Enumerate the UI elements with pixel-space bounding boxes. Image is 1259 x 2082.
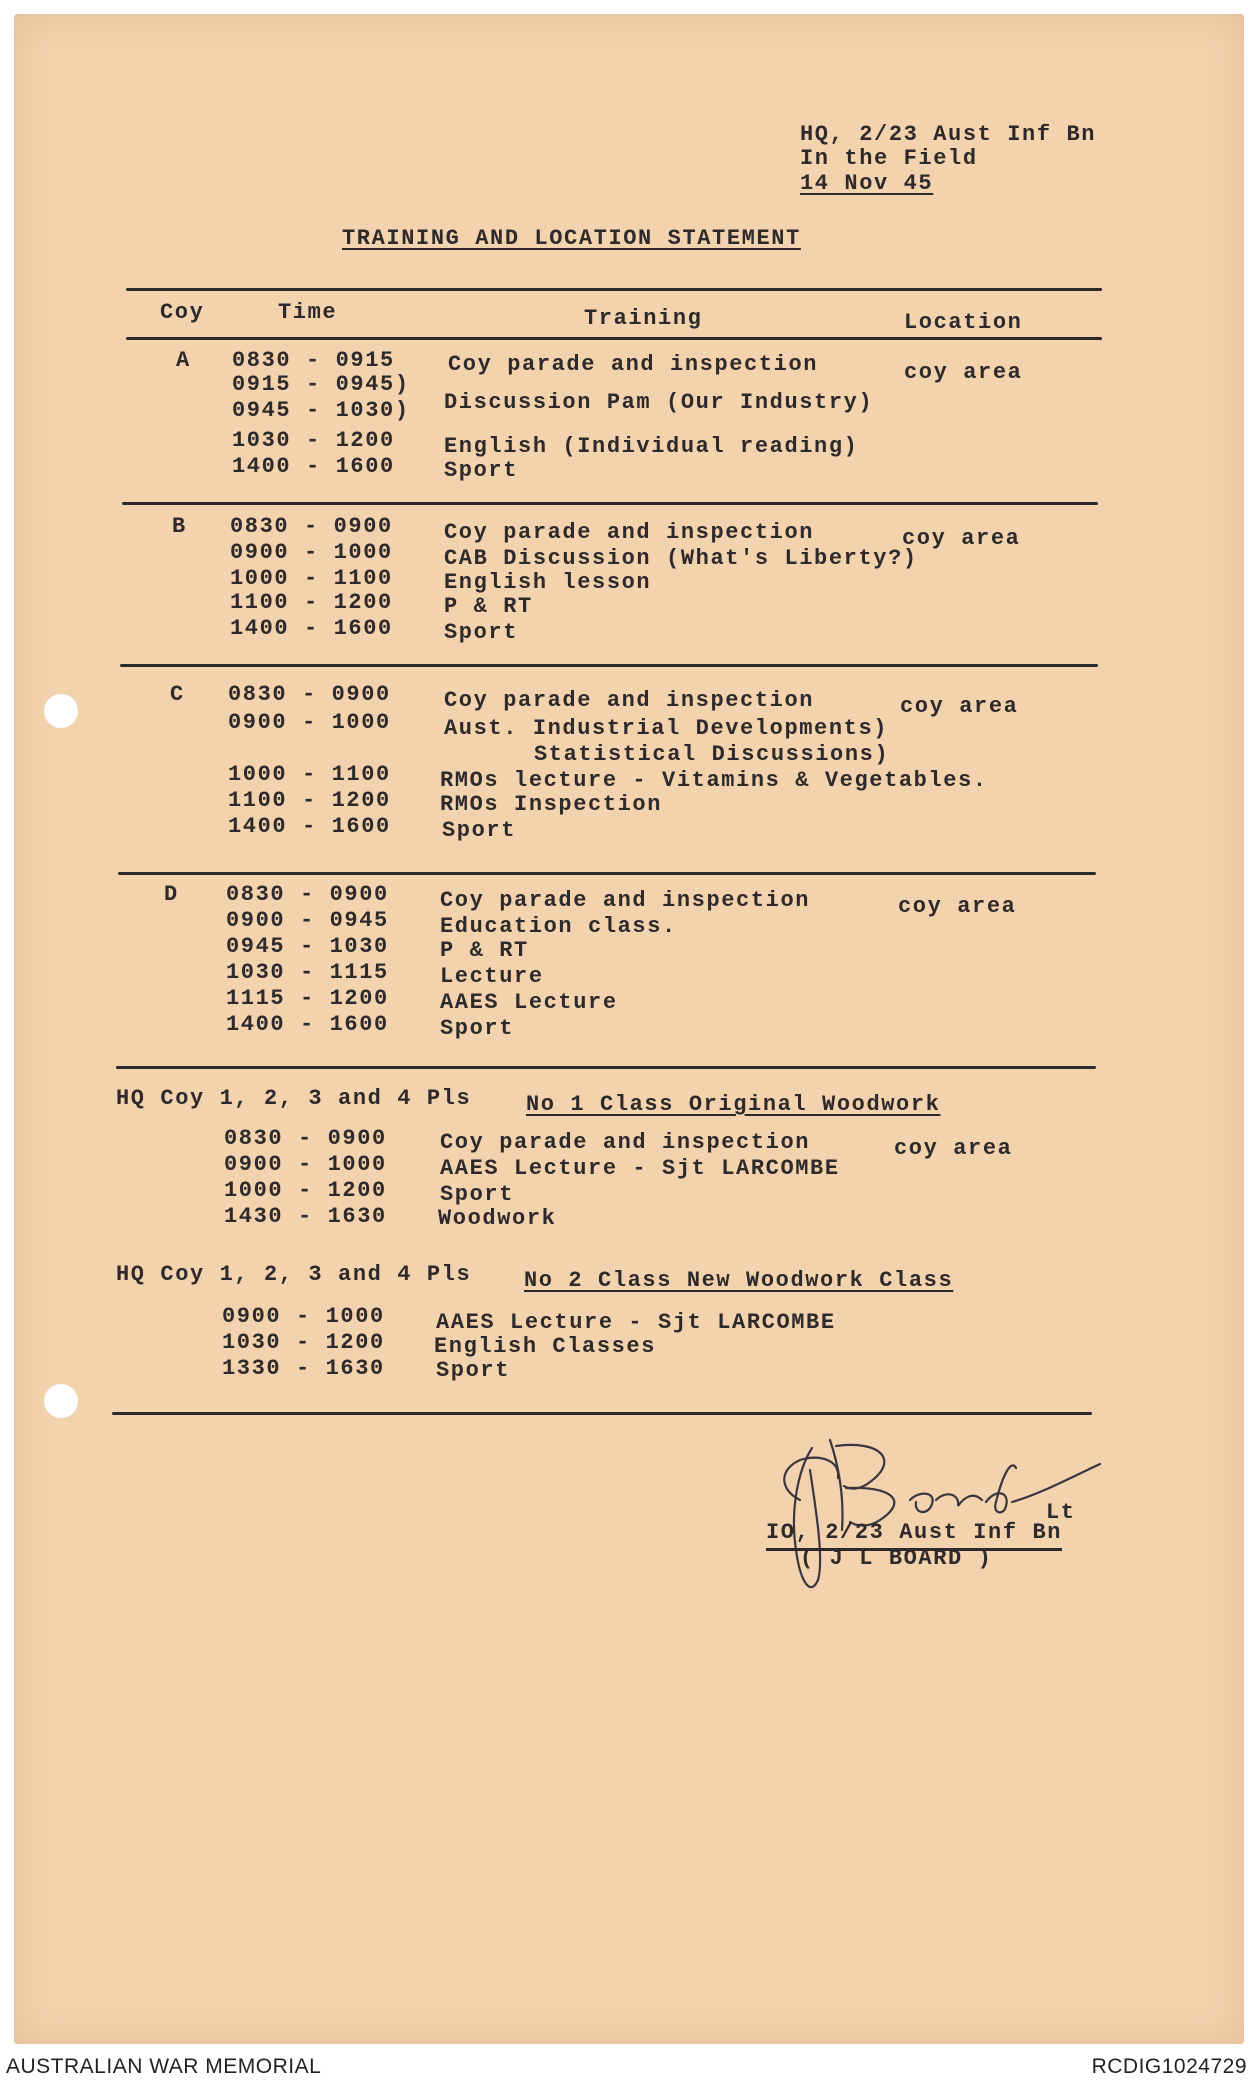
training-cell: English (Individual reading) (444, 434, 859, 459)
time-cell: 1330 - 1630 (222, 1356, 385, 1381)
time-cell: 1000 - 1200 (224, 1178, 387, 1203)
class-title: No 1 Class Original Woodwork (526, 1092, 941, 1117)
table-bottom-rule (112, 1412, 1092, 1415)
time-cell: 0900 - 1000 (224, 1152, 387, 1177)
training-cell: Sport (444, 458, 519, 483)
time-cell: 1400 - 1600 (226, 1012, 389, 1037)
training-cell: P & RT (440, 938, 529, 963)
training-cell: Lecture (440, 964, 544, 989)
hq-coy-label: HQ Coy 1, 2, 3 and 4 Pls (116, 1086, 472, 1111)
training-cell: Sport (440, 1182, 515, 1207)
column-header-time: Time (278, 300, 338, 325)
time-cell: 0830 - 0900 (224, 1126, 387, 1151)
training-cell: AAES Lecture (440, 990, 618, 1015)
header-date: 14 Nov 45 (800, 171, 934, 196)
training-cell: P & RT (444, 594, 533, 619)
time-cell: 1400 - 1600 (228, 814, 391, 839)
time-cell: 1000 - 1100 (228, 762, 391, 787)
time-cell: 1100 - 1200 (228, 788, 391, 813)
coy-label-c: C (170, 682, 185, 707)
time-cell: 1400 - 1600 (230, 616, 393, 641)
training-cell: Sport (442, 818, 517, 843)
coy-label-a: A (176, 348, 191, 373)
location-cell: coy area (904, 360, 1023, 385)
coy-label-d: D (164, 882, 179, 907)
footer-archive-name: AUSTRALIAN WAR MEMORIAL (6, 2055, 322, 2078)
time-cell: 0945 - 1030) (232, 398, 410, 423)
column-header-training: Training (584, 306, 703, 331)
training-cell: Coy parade and inspection (444, 688, 815, 713)
time-cell: 1400 - 1600 (232, 454, 395, 479)
training-cell: Coy parade and inspection (440, 888, 811, 913)
time-cell: 0900 - 1000 (228, 710, 391, 735)
footer-record-id: RCDIG1024729 (1091, 2055, 1247, 2078)
signatory-unit: IO, 2/23 Aust Inf Bn (766, 1522, 1062, 1551)
punch-hole (44, 694, 78, 728)
training-cell: English Classes (434, 1334, 657, 1359)
column-header-coy: Coy (160, 300, 205, 325)
hq-coy-label: HQ Coy 1, 2, 3 and 4 Pls (116, 1262, 472, 1287)
time-cell: 0900 - 1000 (230, 540, 393, 565)
training-cell: RMOs Inspection (440, 792, 663, 817)
section-divider (118, 872, 1096, 875)
training-cell: Discussion Pam (Our Industry) (444, 390, 874, 415)
time-cell: 0830 - 0900 (230, 514, 393, 539)
class-title: No 2 Class New Woodwork Class (524, 1268, 954, 1293)
location-cell: coy area (900, 694, 1019, 719)
time-cell: 1100 - 1200 (230, 590, 393, 615)
section-divider (122, 502, 1098, 505)
training-cell: Woodwork (438, 1206, 557, 1231)
training-cell: Sport (444, 620, 519, 645)
training-cell: CAB Discussion (What's Liberty?) (444, 546, 918, 571)
training-cell: Sport (440, 1016, 515, 1041)
training-cell: RMOs lecture - Vitamins & Vegetables. (440, 768, 988, 793)
training-cell: AAES Lecture - Sjt LARCOMBE (436, 1310, 836, 1335)
coy-label-b: B (172, 514, 187, 539)
training-cell: Sport (436, 1358, 511, 1383)
punch-hole (44, 1384, 78, 1418)
training-cell: Aust. Industrial Developments) (444, 716, 889, 741)
training-cell: Coy parade and inspection (444, 520, 815, 545)
training-cell: Coy parade and inspection (448, 352, 819, 377)
time-cell: 1430 - 1630 (224, 1204, 387, 1229)
time-cell: 0900 - 0945 (226, 908, 389, 933)
time-cell: 0945 - 1030 (226, 934, 389, 959)
header-bottom-rule (126, 337, 1102, 340)
training-cell: Statistical Discussions) (534, 742, 890, 767)
location-cell: coy area (898, 894, 1017, 919)
time-cell: 1030 - 1200 (222, 1330, 385, 1355)
section-divider (116, 1066, 1096, 1069)
time-cell: 1000 - 1100 (230, 566, 393, 591)
time-cell: 0915 - 0945) (232, 372, 410, 397)
signatory-name: ( J L BOARD ) (800, 1546, 993, 1571)
training-cell: AAES Lecture - Sjt LARCOMBE (440, 1156, 840, 1181)
time-cell: 0900 - 1000 (222, 1304, 385, 1329)
training-cell: Coy parade and inspection (440, 1130, 811, 1155)
document-title: TRAINING AND LOCATION STATEMENT (342, 226, 801, 251)
table-top-rule (126, 288, 1102, 291)
section-divider (120, 664, 1098, 667)
column-header-location: Location (904, 310, 1023, 335)
time-cell: 0830 - 0915 (232, 348, 395, 373)
header-unit: HQ, 2/23 Aust Inf Bn (800, 122, 1097, 147)
location-cell: coy area (894, 1136, 1013, 1161)
time-cell: 0830 - 0900 (228, 682, 391, 707)
time-cell: 1030 - 1115 (226, 960, 389, 985)
time-cell: 1030 - 1200 (232, 428, 395, 453)
signatory-rank: Lt (1046, 1500, 1076, 1525)
training-cell: Education class. (440, 914, 677, 939)
time-cell: 0830 - 0900 (226, 882, 389, 907)
location-cell: coy area (902, 526, 1021, 551)
training-cell: English lesson (444, 570, 652, 595)
time-cell: 1115 - 1200 (226, 986, 389, 1011)
header-location: In the Field (800, 146, 978, 171)
